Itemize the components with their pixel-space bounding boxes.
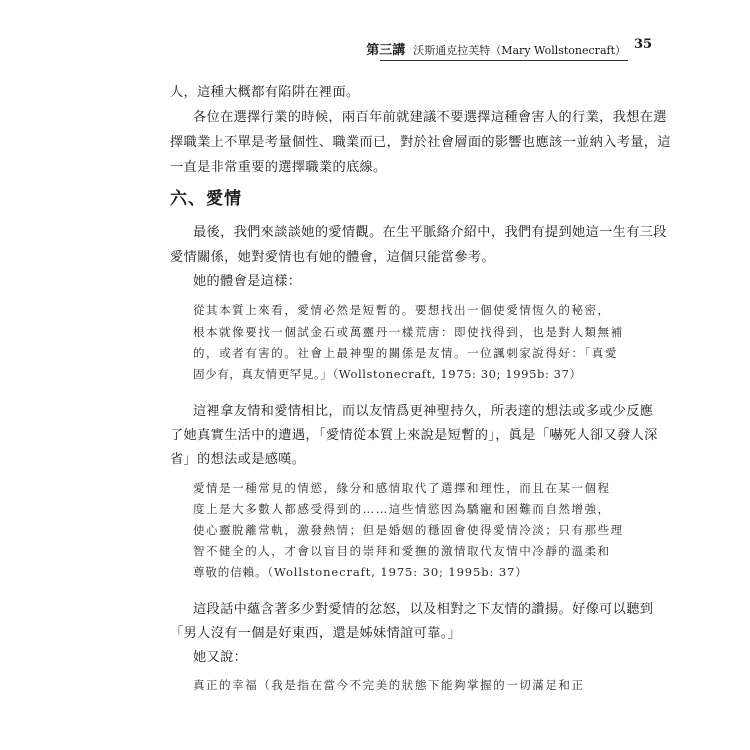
running-header xyxy=(366,38,626,58)
block-quote-line: 度上是大多數人都感受得到的……這些情慾因為驕寵和困難而自然增強， xyxy=(193,502,611,516)
paragraph-line: 擇職業上不單是考量個性、職業而已，對於社會層面的影響也應該一並納入考量，這 xyxy=(170,135,671,150)
section-heading: 六、愛情 xyxy=(170,189,242,209)
chapter-label: 第三講 xyxy=(366,43,406,58)
block-quote-line: 根本就像要找一個試金石或萬靈丹一樣荒唐：即使找得到，也是對人類無補 xyxy=(193,325,624,339)
paragraph-line: 她又說： xyxy=(193,650,248,665)
paragraph-line: 人，這種大概都有陷阱在裡面。 xyxy=(170,85,360,100)
block-quote-line: 愛情是一種常見的情慾，緣分和感情取代了選擇和理性，而且在某一個程 xyxy=(193,481,611,495)
header-rule xyxy=(380,60,628,61)
paragraph-line: 「男人沒有一個是好東西，還是姊妹情誼可靠。」 xyxy=(170,626,462,641)
block-quote-line: 智不健全的人，才會以盲目的崇拜和愛撫的激情取代友情中冷靜的溫柔和 xyxy=(193,544,611,558)
block-quote-line: 尊敬的信賴。（Wollstonecraft, 1975: 30; 1995b: 37） xyxy=(193,565,528,579)
paragraph-line: 愛情關係，她對愛情也有她的體會，這個只能當參考。 xyxy=(170,250,495,265)
block-quote-line: 固少有，真友情更罕見。」（Wollstonecraft, 1975: 30; 1995b: 37） xyxy=(193,367,582,381)
paragraph-line: 她的體會是這樣： xyxy=(193,274,302,289)
page-number: 35 xyxy=(634,37,653,52)
block-quote-line: 的，或者有害的。社會上最神聖的關係是友情。一位諷刺家說得好：「真愛 xyxy=(193,346,618,360)
paragraph-line: 最後，我們來談談她的愛情觀。在生平脈絡介紹中，我們有提到她這一生有三段 xyxy=(193,225,667,240)
paragraph-line: 一直是非常重要的選擇職業的底線。 xyxy=(170,160,387,175)
paragraph-line: 這裡拿友情和愛情相比，而以友情爲更神聖持久，所表達的想法或多或少反應 xyxy=(193,404,654,419)
block-quote-line: 從其本質上來看，愛情必然是短暫的。要想找出一個使愛情恆久的秘密， xyxy=(193,303,611,317)
chapter-title: 沃斯通克拉芙特（Mary Wollstonecraft） xyxy=(413,44,626,57)
paragraph-line: 省」的想法或是感嘆。 xyxy=(170,452,306,467)
paragraph-line: 了她真實生活中的遭遇，「愛情從本質上來說是短暫的」，眞是「嚇死人卻又發人深 xyxy=(170,428,658,443)
paragraph-line: 這段話中蘊含著多少對愛情的忿怒，以及相對之下友情的讚揚。好像可以聽到 xyxy=(193,602,654,617)
block-quote-line: 真正的幸福（我是指在當今不完美的狀態下能夠掌握的一切滿足和正 xyxy=(193,678,585,692)
block-quote-line: 使心靈脫離常軌，激發熱情；但是婚姻的穩固會使得愛情冷淡；只有那些理 xyxy=(193,523,624,537)
paragraph-line: 各位在選擇行業的時候，兩百年前就建議不要選擇這種會害人的行業，我想在選 xyxy=(193,110,667,125)
